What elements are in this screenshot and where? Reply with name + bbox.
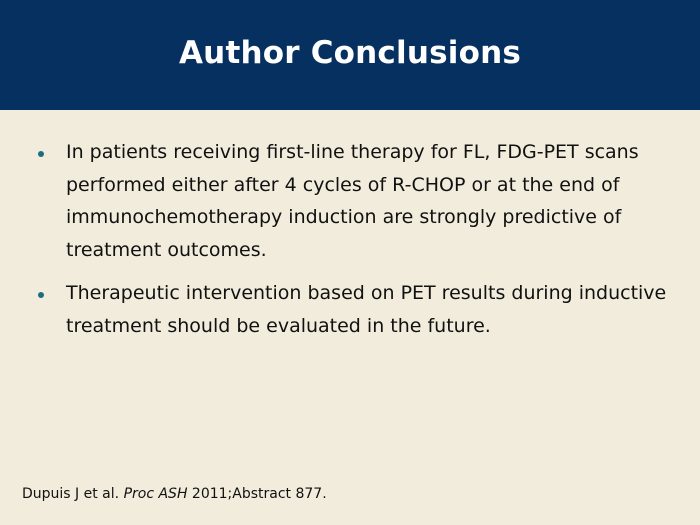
bullet-list bbox=[0, 136, 700, 353]
bullet-item bbox=[0, 277, 700, 342]
bullet-text: In patients receiving first-line therapy for FL, FDG-PET scans performed either after 4 cycles of R-CHOP or at the end of immunochemotherapy induction are strongly predictive of treatment outcomes. bbox=[66, 141, 639, 261]
slide-title: Author Conclusions bbox=[178, 35, 521, 71]
bullet-text: Therapeutic intervention based on PET results during inductive treatment should be evaluated in the future. bbox=[66, 282, 667, 337]
bullet-dot-icon bbox=[38, 151, 44, 157]
citation bbox=[22, 486, 327, 502]
bullet-item bbox=[0, 136, 700, 266]
citation-details: 2011;Abstract 877. bbox=[191, 486, 327, 502]
citation-journal: Proc ASH bbox=[123, 486, 188, 502]
bullet-dot-icon bbox=[38, 292, 44, 298]
title-banner bbox=[0, 0, 700, 110]
citation-authors: Dupuis J et al. bbox=[22, 486, 120, 502]
